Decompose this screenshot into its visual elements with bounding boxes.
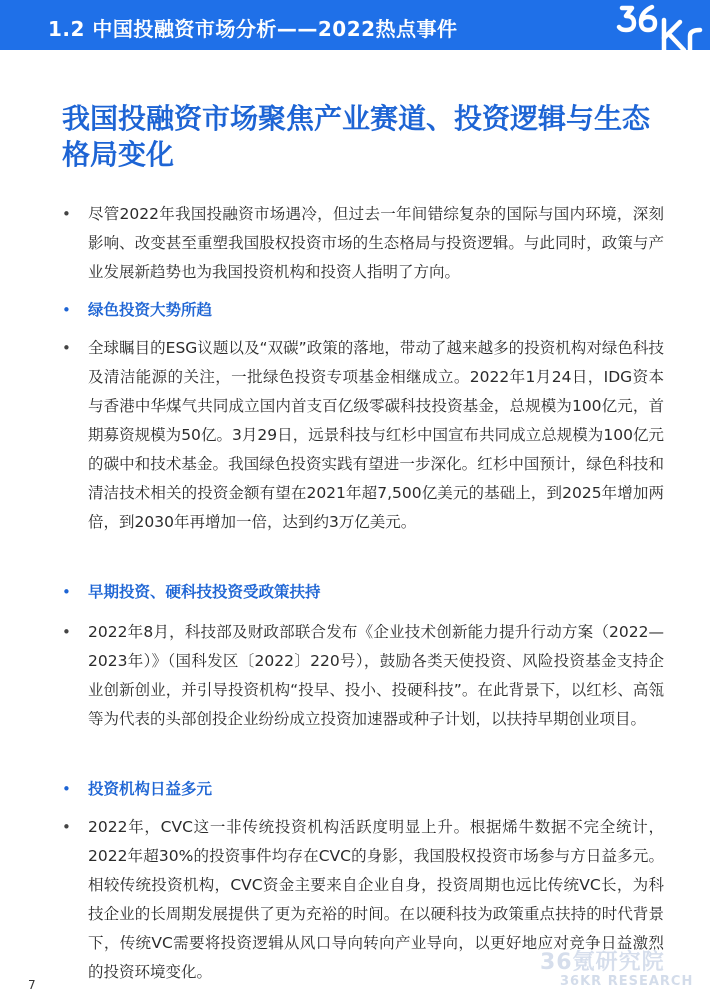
bullet-dot: • — [62, 205, 71, 223]
subheading-diverse-institutions: 投资机构日益多元 — [88, 780, 213, 798]
diverse-institutions-paragraph: 2022年，CVC这一非传统投资机构活跃度明显上升。根据烯牛数据不完全统计，2022年超30%的投资事件均存在CVC的身影，我国股权投资市场参与方日益多元。相较传统投资机构，CVC资金主要来自企业自身，投资周期也远比传统VC长，为科技企业的长周期发展提供了更为充裕的时间。在以硬科技为政策重点扶持的时代背景下，传统VC需要将投资逻辑从风口导向转向产业导向，以更好地应对竞争日益激烈的投资环境变化。 — [88, 818, 664, 981]
bullet-dot: • — [62, 339, 71, 357]
main-heading: 我国投融资市场聚焦产业赛道、投资逻辑与生态格局变化 — [62, 102, 651, 171]
header-bar — [0, 0, 710, 50]
early-hardtech-paragraph: 2022年8月，科技部及财政部联合发布《企业技术创新能力提升行动方案（2022—2023年）》（国科发区〔2022〕220号），鼓励各类天使投资、风险投资基金支持企业创新创业，并引导投资机构“投早、投小、投硬科技”。在此背景下，以红杉、高瓴等为代表的头部创投企业纷纷成立投资加速器或种子计划，以扶持早期创业项目。 — [88, 623, 664, 728]
bullet-dot: • — [62, 301, 71, 319]
intro-paragraph: 尽管2022年我国投融资市场遇冷，但过去一年间错综复杂的国际与国内环境，深刻影响、改变甚至重塑我国股权投资市场的生态格局与投资逻辑。与此同时，政策与产业发展新趋势也为我国投资机构和投资人指明了方向。 — [88, 205, 664, 281]
section-title: 1.2 中国投融资市场分析——2022热点事件 — [48, 17, 458, 41]
green-investment-paragraph: 全球瞩目的ESG议题以及“双碳”政策的落地，带动了越来越多的投资机构对绿色科技及清洁能源的关注，一批绿色投资专项基金相继成立。2022年1月24日，IDG资本与香港中华煤气共同成立国内首支百亿级零碳科技投资基金，总规模为100亿元，首期募资规模为50亿。3月29日，远景科技与红杉中国宣布共同成立总规模为100亿元的碳中和技术基金。我国绿色投资实践有望进一步深化。红杉中国预计，绿色科技和清洁技术相关的投资金额有望在2021年超7,500亿美元的基础上，到2025年增加两倍，到2030年再增加一倍，达到约3万亿美元。 — [88, 339, 664, 531]
bullet-dot: • — [62, 583, 71, 601]
subheading-green-investment: 绿色投资大势所趋 — [88, 301, 213, 319]
bullet-dot: • — [62, 623, 71, 641]
watermark-en: 36KR RESEARCH — [560, 974, 694, 989]
watermark-cn: 36氪研究院 — [540, 950, 665, 975]
subheading-early-hardtech: 早期投资、硬科技投资受政策扶持 — [88, 583, 321, 601]
page-number: 7 — [28, 978, 36, 992]
36kr-logo — [608, 0, 708, 50]
bullet-dot: • — [62, 780, 71, 798]
bullet-dot: • — [62, 818, 71, 836]
